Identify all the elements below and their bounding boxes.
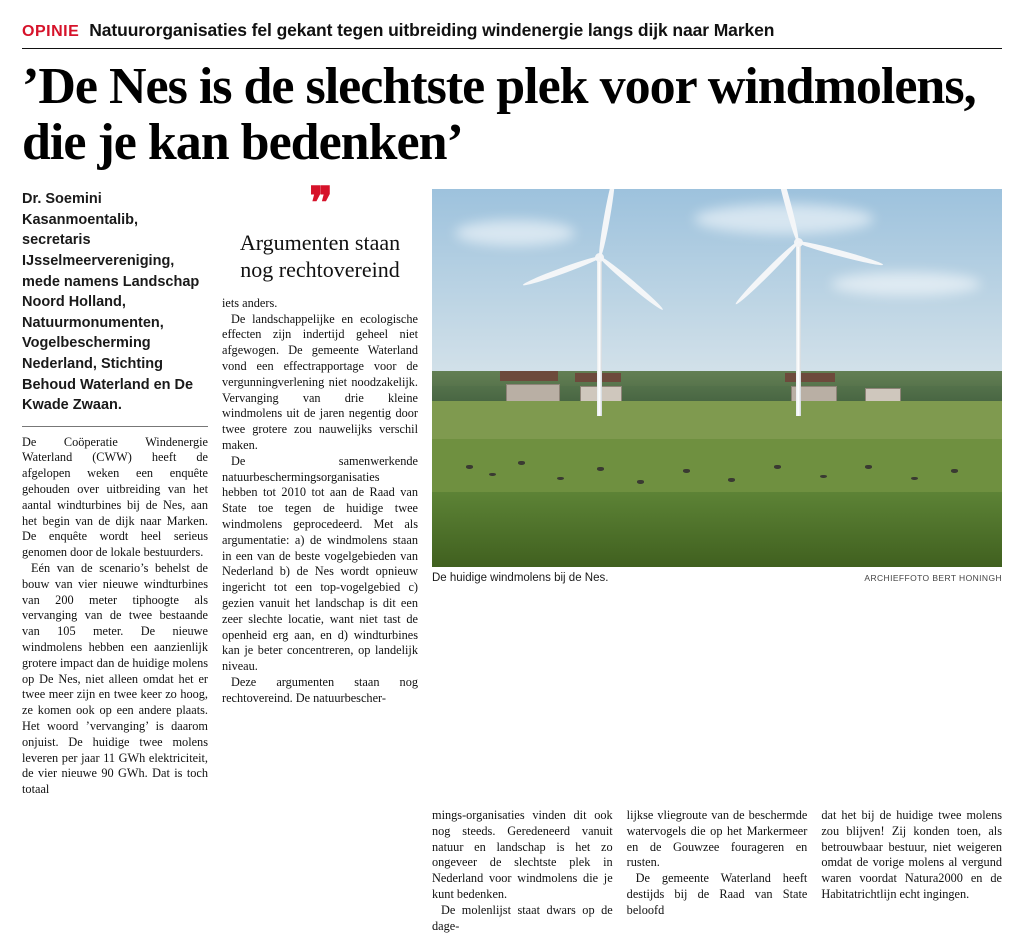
kicker-label: OPINIE	[22, 23, 80, 40]
goose	[911, 477, 918, 481]
paragraph: Deze argumenten staan nog rechtovereind. De natuurbescher-	[222, 674, 418, 705]
pull-quote	[222, 179, 418, 283]
goose	[951, 469, 958, 473]
paragraph: De samenwerkende natuurbeschermingsorganisaties hebben tot 2010 tot aan de Raad van State toe tegen de huidige twee windmolens geprocedeerd. Met als argumentatie: a) de windmolens staan in een van de beste vogelgebieden van Nederland b) de Nes wordt opnieuw ingericht tot een top-vogelgebied c) gezien vanuit het landschap is dit een zeer slechte locatie, want niet tast de openheid erg aan, en d) windturbines kan je beter concentreren, op landelijk niveau.	[222, 453, 418, 674]
cloud-shape	[455, 220, 575, 246]
pull-quote-text: Argumenten staan nog rechtovereind	[239, 230, 401, 282]
paragraph: De Coöperatie Windenergie Waterland (CWW) heeft de afgelopen weken een enquête gehouden over uitbreiding van het aantal windturbines bij de Nes, aan het begin van de dijk naar Marken. De enquête wordt heel serieus genomen door de lokale bestuurders.	[22, 434, 208, 560]
goose	[820, 475, 827, 479]
page-title: ’De Nes is de slechtste plek voor windmolens, die je kan bedenken’	[22, 58, 976, 172]
turbine-blade	[734, 240, 800, 306]
paragraph: De landschappelijke en ecologische effecten zijn indertijd geheel niet afgewogen. De gemeente Waterland vond een effectrapportage voor de vergunningverlening niet noodzakelijk. Vervanging van drie kleine windmolens uit de jaren negentig door twee grotere zou nauwelijks verschil maken.	[222, 311, 418, 452]
turbine-mast	[796, 242, 801, 416]
goose	[518, 461, 525, 465]
wind-turbine	[535, 257, 665, 416]
goose	[683, 469, 690, 473]
paragraph: mings-organisaties vinden dit ook nog steeds. Geredeneerd vanuit natuur en landschap is het zo ongeveer de slechtste plek in Nederland voor windmolens die je kunt bedenken.	[432, 808, 613, 901]
kicker-row	[22, 0, 1002, 41]
turbine-mast	[597, 257, 602, 416]
column-two	[222, 179, 418, 798]
paragraph: dat het bij de huidige twee molens zou blijven! Zij konden toen, als betrouwbaar bestuur, niet weigeren omdat de vorige molens al vergund waren voordat Natura2000 en de Habitatrichtlijn echt ingingen.	[821, 808, 1003, 901]
bottom-columns	[432, 808, 1002, 934]
kicker-divider	[22, 48, 1002, 49]
goose	[637, 480, 644, 484]
goose	[865, 465, 872, 469]
quote-mark-icon: ❞	[309, 179, 331, 229]
paragraph: Eén van de scenario’s behelst de bouw van vier nieuwe windturbines van 200 meter tiphoogte als vervanging van de twee bestaande van 105 meter. De nieuwe windmolens hebben een aanzienlijk grotere impact dan de huidige molens op De Nes, niet alleen omdat het er twee meer zijn en twee keer zo hoog, ze komen ook op een andere plaats. Het woord ’vervanging’ is daarom onjuist. De huidige twee molens leveren per jaar 11 GWh elektriciteit, de vier nieuwe 90 GWh. Dat is toch totaal	[22, 561, 208, 797]
goose	[466, 465, 473, 469]
column-five	[821, 808, 1002, 934]
photo-field-mid	[432, 439, 1002, 492]
photo-caption: De huidige windmolens bij de Nes.	[432, 572, 609, 585]
goose	[774, 465, 781, 469]
photo-field-far	[432, 401, 1002, 439]
article-photo	[432, 189, 1002, 567]
photo-block	[432, 189, 1002, 798]
photo-credit: ARCHIEFFOTO BERT HONINGH	[864, 573, 1002, 584]
article-body	[22, 179, 1002, 798]
paragraph: De molenlijst staat dwars op de dage-	[432, 902, 613, 933]
wind-turbine	[728, 242, 868, 416]
column-two-text	[222, 296, 418, 707]
byline-divider	[22, 426, 208, 427]
paragraph: De gemeente Waterland heeft destijds bij de Raad van State beloofd	[626, 871, 808, 917]
photo-field-near	[432, 492, 1002, 568]
photo-caption-row	[432, 572, 1002, 584]
column-three	[432, 808, 613, 934]
kicker-text: Natuurorganisaties fel gekant tegen uitbreiding windenergie langs dijk naar Marken	[89, 20, 775, 40]
turbine-blade	[598, 255, 665, 312]
column-one	[22, 189, 208, 798]
paragraph: iets anders.	[222, 295, 278, 310]
byline: Dr. Soemini Kasanmoentalib, secretaris IJsselmeervereniging, mede namens Landschap Noord Holland, Natuurmonumenten, Vogelbescherming Nederland, Stichting Behoud Waterland en De Kwade Zwaan.	[22, 191, 200, 414]
column-one-text	[22, 435, 208, 798]
paragraph: lijkse vliegroute van de beschermde watervogels die op het Markermeer en de Gouwzee fourageren en rusten.	[626, 808, 808, 870]
column-four	[627, 808, 808, 934]
goose	[597, 467, 604, 471]
